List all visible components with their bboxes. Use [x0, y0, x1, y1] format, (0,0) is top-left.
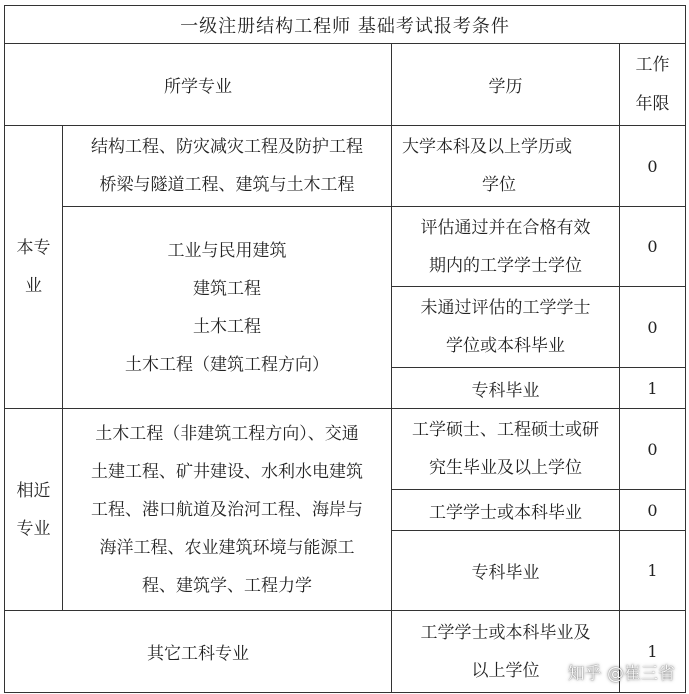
r1-years: 0 — [620, 126, 686, 207]
r3c-years: 1 — [620, 531, 686, 611]
r4-education: 工学学士或本科毕业及 以上学位 — [392, 611, 620, 693]
r2c-education: 专科毕业 — [392, 368, 620, 409]
header-work-years: 工作 年限 — [620, 44, 686, 126]
r3-majors: 土木工程（非建筑工程方向）、交通 土建工程、矿井建设、水利水电建筑 工程、港口航道及治河工程、海岸与 海洋工程、农业建筑环境与能源工 程、建筑学、工程力学 — [63, 409, 392, 611]
r2a-years: 0 — [620, 207, 686, 287]
group-other-major: 其它工科专业 — [5, 611, 392, 693]
r3b-years: 0 — [620, 490, 686, 531]
r2a-education: 评估通过并在合格有效 期内的工学学士学位 — [392, 207, 620, 287]
exam-requirements-table — [4, 5, 686, 693]
r2b-years: 0 — [620, 287, 686, 368]
r3a-education: 工学硕士、工程硕士或研 究生毕业及以上学位 — [392, 409, 620, 490]
group-related-major: 相近 专业 — [5, 409, 63, 611]
watermark: 知乎 @崔三省 — [567, 664, 675, 684]
r3a-years: 0 — [620, 409, 686, 490]
r2b-education: 未通过评估的工学学士 学位或本科毕业 — [392, 287, 620, 368]
header-major: 所学专业 — [5, 44, 392, 126]
group-same-major: 本专 业 — [5, 126, 63, 409]
r3c-education: 专科毕业 — [392, 531, 620, 611]
header-education: 学历 — [392, 44, 620, 126]
r1-majors: 结构工程、防灾减灾工程及防护工程 桥梁与隧道工程、建筑与土木工程 — [63, 126, 392, 207]
r1-education: 大学本科及以上学历或 学位 — [392, 126, 620, 207]
r3b-education: 工学学士或本科毕业 — [392, 490, 620, 531]
r2c-years: 1 — [620, 368, 686, 409]
table-title: 一级注册结构工程师 基础考试报考条件 — [5, 6, 686, 44]
r2-majors: 工业与民用建筑 建筑工程 土木工程 土木工程（建筑工程方向） — [63, 207, 392, 409]
r4-years: 1 — [620, 611, 686, 693]
